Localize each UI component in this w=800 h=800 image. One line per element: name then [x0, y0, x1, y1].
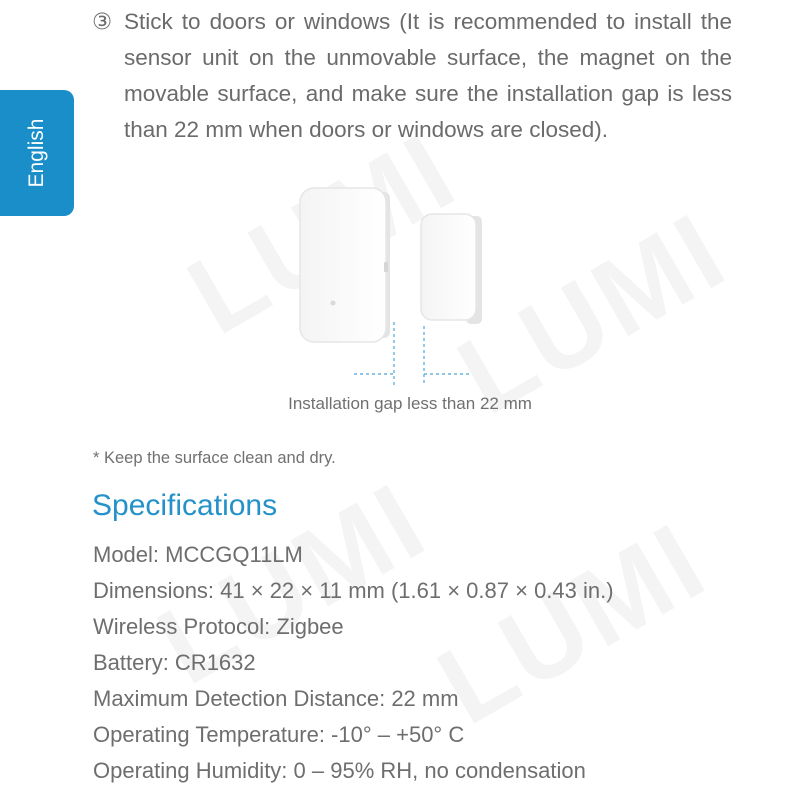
spec-model: Model: MCCGQ11LM: [93, 542, 303, 567]
specifications-title: Specifications: [92, 489, 278, 522]
figure-caption: Installation gap less than 22 mm: [288, 394, 532, 413]
magnet-unit: [421, 214, 482, 324]
sensor-unit: [300, 188, 390, 342]
language-tab[interactable]: [0, 90, 74, 216]
spec-operating-temperature: Operating Temperature: -10° – +50° C: [93, 722, 465, 747]
installation-diagram: [290, 180, 490, 395]
led-indicator: [331, 301, 336, 306]
specifications-list: [93, 537, 614, 789]
spec-wireless-protocol: Wireless Protocol: Zigbee: [93, 614, 344, 639]
surface-note: * Keep the surface clean and dry.: [93, 449, 336, 467]
step-text: Stick to doors or windows (It is recommended to install the sensor unit on the unmovable surface, the magnet on the movable surface, and make sure the installation gap is less than 22 mm when doors or windows are closed).: [124, 9, 732, 142]
spec-battery: Battery: CR1632: [93, 650, 256, 675]
installation-step: [92, 4, 732, 148]
spec-dimensions: Dimensions: 41 × 22 × 11 mm (1.61 × 0.87 × 0.43 in.): [93, 578, 614, 603]
spec-operating-humidity: Operating Humidity: 0 – 95% RH, no condensation: [93, 758, 586, 783]
language-tab-label: English: [25, 118, 48, 188]
sensor-illustration: [290, 180, 490, 395]
step-number: ③: [92, 9, 113, 34]
spec-detection-distance: Maximum Detection Distance: 22 mm: [93, 686, 459, 711]
